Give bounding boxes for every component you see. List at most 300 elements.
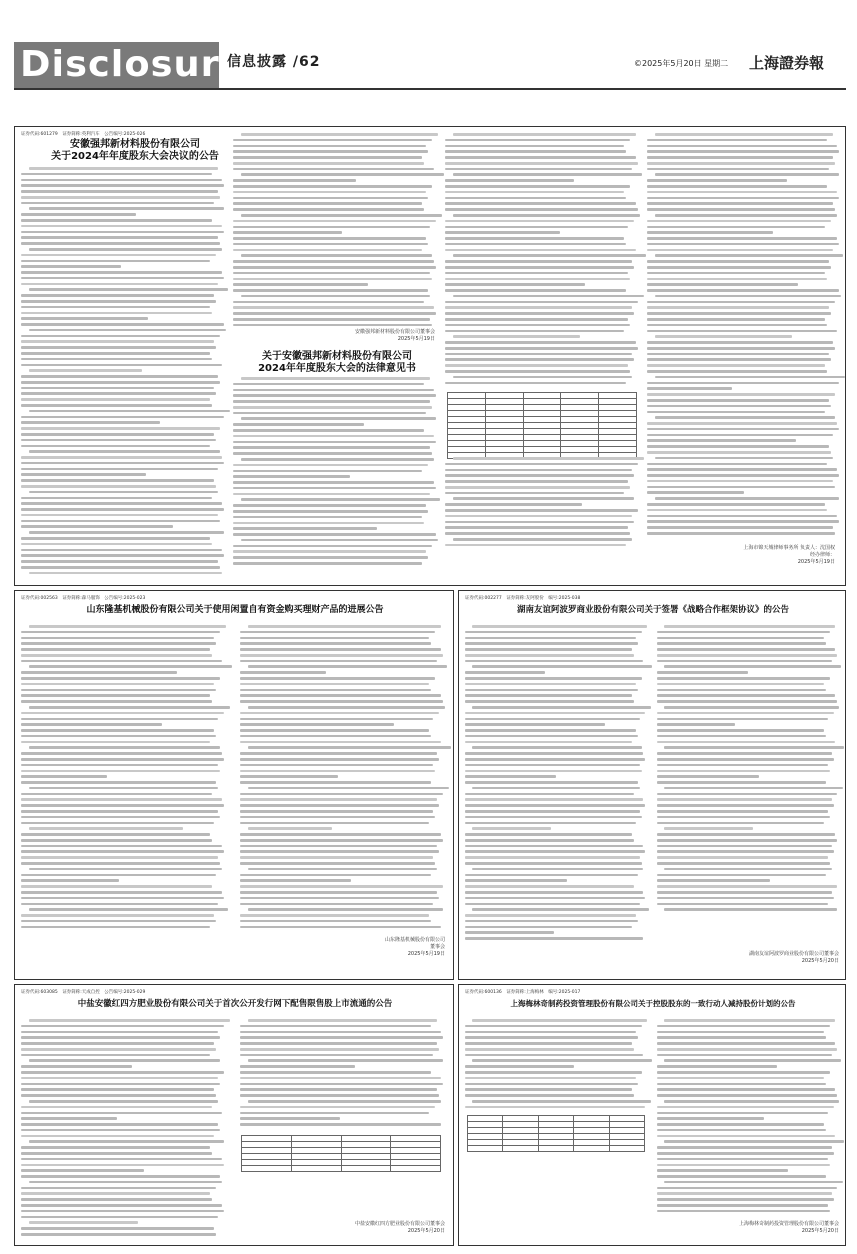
text-line bbox=[657, 1117, 764, 1120]
text-line bbox=[465, 874, 638, 877]
text-line bbox=[248, 827, 332, 830]
text-line bbox=[472, 625, 647, 628]
text-line bbox=[21, 445, 210, 448]
text-line bbox=[445, 249, 636, 252]
text-line bbox=[465, 712, 645, 715]
text-line bbox=[233, 249, 422, 252]
text-line bbox=[21, 816, 220, 819]
text-line bbox=[21, 404, 212, 407]
text-line bbox=[445, 463, 638, 466]
text-line bbox=[233, 475, 350, 478]
issue-date: ©2025年5月20日 星期二 bbox=[634, 59, 729, 68]
notice-panel-hongsifang bbox=[14, 984, 454, 1246]
text-line bbox=[445, 469, 632, 472]
text-line bbox=[465, 683, 636, 686]
text-line bbox=[240, 1106, 435, 1109]
text-line bbox=[664, 1181, 842, 1184]
text-line bbox=[657, 1094, 837, 1097]
text-line bbox=[21, 1031, 218, 1034]
text-line bbox=[21, 190, 218, 193]
text-line bbox=[465, 637, 636, 640]
text-line bbox=[241, 254, 432, 257]
text-line bbox=[465, 694, 632, 697]
title-line: 湖南友谊阿波罗商业股份有限公司关于签署《战略合作框架协议》的公告 bbox=[516, 605, 789, 615]
signature-line: 上海梅林奇制药投资管理股份有限公司董事会 bbox=[738, 1221, 839, 1227]
table-row bbox=[468, 1146, 645, 1152]
text-line bbox=[657, 822, 824, 825]
notice-body-col2 bbox=[240, 1019, 445, 1129]
text-line bbox=[445, 301, 638, 304]
text-line bbox=[465, 631, 642, 634]
text-line bbox=[21, 352, 210, 355]
text-line bbox=[233, 139, 432, 142]
text-line bbox=[240, 810, 433, 813]
text-line bbox=[647, 324, 827, 327]
text-line bbox=[647, 474, 839, 477]
text-line bbox=[233, 150, 428, 153]
text-line bbox=[240, 839, 443, 842]
text-line bbox=[21, 358, 212, 361]
text-line bbox=[21, 173, 212, 176]
signature-line: 董事会 bbox=[429, 944, 445, 950]
text-line bbox=[240, 683, 429, 686]
text-line bbox=[21, 225, 222, 228]
text-line bbox=[233, 260, 434, 263]
text-line bbox=[29, 868, 222, 871]
text-line bbox=[21, 260, 210, 263]
text-line bbox=[21, 822, 214, 825]
text-line bbox=[647, 249, 833, 252]
text-line bbox=[240, 1054, 433, 1057]
notice-body-col2 bbox=[240, 625, 445, 931]
text-line bbox=[21, 306, 210, 309]
text-line bbox=[445, 353, 632, 356]
text-line bbox=[233, 481, 434, 484]
text-line bbox=[241, 133, 438, 136]
text-line bbox=[465, 822, 636, 825]
text-line bbox=[21, 1210, 224, 1213]
text-line bbox=[647, 226, 825, 229]
notice-code: 证券代码:603085 证券简称:天成自控 公告编号:2025-029 bbox=[21, 990, 146, 995]
text-line bbox=[647, 382, 839, 385]
text-line bbox=[465, 1094, 634, 1097]
text-line bbox=[21, 1146, 210, 1149]
text-line bbox=[647, 289, 839, 292]
text-line bbox=[647, 231, 773, 234]
text-line bbox=[21, 845, 222, 848]
text-line bbox=[233, 510, 428, 513]
text-line bbox=[21, 1083, 220, 1086]
notice-title bbox=[469, 605, 837, 615]
share-table bbox=[241, 1135, 441, 1172]
text-line bbox=[657, 793, 837, 796]
text-line bbox=[21, 231, 224, 234]
text-line bbox=[240, 914, 429, 917]
text-line bbox=[465, 931, 554, 934]
holder-table bbox=[467, 1115, 645, 1152]
text-line bbox=[445, 185, 630, 188]
text-line bbox=[240, 752, 437, 755]
text-line bbox=[240, 1036, 443, 1039]
signature-line: 经办律师： bbox=[809, 552, 835, 558]
text-line bbox=[21, 219, 212, 222]
text-line bbox=[21, 508, 224, 511]
text-line bbox=[465, 648, 632, 651]
text-line bbox=[21, 479, 214, 482]
text-line bbox=[233, 389, 434, 392]
text-line bbox=[21, 729, 214, 732]
text-line bbox=[21, 671, 177, 674]
text-line bbox=[21, 648, 210, 651]
text-line bbox=[465, 677, 642, 680]
text-line bbox=[664, 746, 844, 749]
text-line bbox=[233, 394, 436, 397]
text-line bbox=[647, 491, 744, 494]
text-line bbox=[233, 556, 428, 559]
text-line bbox=[233, 406, 432, 409]
text-line bbox=[240, 770, 435, 773]
text-line bbox=[240, 1094, 439, 1097]
text-line bbox=[657, 810, 828, 813]
text-line bbox=[21, 712, 224, 715]
text-line bbox=[21, 317, 148, 320]
text-line bbox=[472, 706, 650, 709]
text-line bbox=[233, 470, 422, 473]
text-line bbox=[21, 804, 224, 807]
text-line bbox=[21, 543, 212, 546]
text-line bbox=[21, 735, 216, 738]
text-line bbox=[21, 485, 216, 488]
text-line bbox=[240, 822, 429, 825]
text-line bbox=[21, 439, 216, 442]
signature-line: 2025年5月20日 bbox=[407, 1228, 445, 1234]
text-line bbox=[647, 526, 833, 529]
text-line bbox=[657, 712, 834, 715]
text-line bbox=[240, 781, 431, 784]
text-line bbox=[240, 712, 439, 715]
text-line bbox=[647, 208, 835, 211]
text-line bbox=[233, 324, 432, 327]
text-line bbox=[657, 1065, 777, 1068]
text-line bbox=[29, 746, 220, 749]
text-line bbox=[647, 202, 833, 205]
text-line bbox=[445, 486, 630, 489]
text-line bbox=[21, 265, 121, 268]
text-line bbox=[445, 168, 632, 171]
text-line bbox=[21, 323, 224, 326]
text-line bbox=[657, 642, 826, 645]
text-line bbox=[240, 793, 443, 796]
text-line bbox=[233, 545, 432, 548]
text-line bbox=[657, 718, 828, 721]
text-line bbox=[21, 1192, 210, 1195]
text-line bbox=[241, 458, 434, 461]
notice-body-col2 bbox=[657, 625, 839, 914]
legal-opinion-title bbox=[237, 351, 437, 375]
text-line bbox=[655, 497, 839, 500]
text-line bbox=[657, 1083, 826, 1086]
text-line bbox=[21, 833, 210, 836]
notice-title bbox=[25, 999, 445, 1009]
text-line bbox=[21, 1112, 222, 1115]
notice-signature bbox=[679, 1221, 839, 1235]
legal-signature bbox=[715, 545, 835, 566]
text-line bbox=[21, 335, 220, 338]
text-line bbox=[647, 306, 829, 309]
text-line bbox=[29, 787, 218, 790]
text-line bbox=[240, 764, 433, 767]
text-line bbox=[657, 1123, 824, 1126]
text-line bbox=[657, 758, 834, 761]
text-line bbox=[21, 700, 212, 703]
text-line bbox=[21, 554, 224, 557]
text-line bbox=[233, 441, 436, 444]
text-line bbox=[21, 642, 216, 645]
signature-line: 2025年5月20日 bbox=[801, 1228, 839, 1234]
text-line bbox=[21, 723, 162, 726]
text-line bbox=[29, 207, 224, 210]
section-title: 信息披露 /62 bbox=[227, 54, 321, 70]
text-line bbox=[647, 515, 837, 518]
text-line bbox=[29, 1059, 220, 1062]
text-line bbox=[21, 549, 222, 552]
text-line bbox=[465, 810, 640, 813]
text-line bbox=[647, 411, 825, 414]
text-line bbox=[21, 1077, 218, 1080]
text-line bbox=[465, 1048, 634, 1051]
text-line bbox=[647, 272, 825, 275]
text-line bbox=[21, 416, 224, 419]
text-line bbox=[657, 1054, 832, 1057]
text-line bbox=[21, 1129, 220, 1132]
text-line bbox=[21, 392, 216, 395]
text-line bbox=[647, 162, 835, 165]
text-line bbox=[465, 1036, 638, 1039]
text-line bbox=[657, 1169, 788, 1172]
text-line bbox=[21, 1187, 216, 1190]
text-line bbox=[233, 383, 424, 386]
text-line bbox=[445, 503, 582, 506]
text-line bbox=[445, 156, 636, 159]
text-line bbox=[233, 429, 424, 432]
text-line bbox=[465, 856, 640, 859]
title-line: 2024年年度股东大会的法律意见书 bbox=[258, 363, 416, 374]
text-line bbox=[240, 1123, 441, 1126]
text-line bbox=[657, 1204, 828, 1207]
text-line bbox=[472, 868, 643, 871]
text-line bbox=[445, 318, 628, 321]
title-line: 关于安徽强邦新材料股份有限公司 bbox=[262, 351, 412, 362]
text-line bbox=[233, 318, 430, 321]
text-line bbox=[21, 874, 216, 877]
text-line bbox=[241, 214, 442, 217]
text-line bbox=[657, 1129, 826, 1132]
text-line bbox=[445, 283, 585, 286]
text-line bbox=[233, 185, 432, 188]
text-line bbox=[21, 1117, 117, 1120]
text-line bbox=[29, 908, 228, 911]
text-line bbox=[241, 539, 438, 542]
text-line bbox=[21, 277, 224, 280]
text-line bbox=[21, 1042, 214, 1045]
text-line bbox=[657, 1031, 824, 1034]
text-line bbox=[29, 1221, 138, 1224]
text-line bbox=[657, 770, 830, 773]
text-line bbox=[21, 381, 220, 384]
text-line bbox=[664, 827, 753, 830]
text-line bbox=[21, 764, 218, 767]
text-line bbox=[647, 532, 835, 535]
text-line bbox=[240, 1048, 439, 1051]
brand-wordmark: Disclosure bbox=[20, 44, 246, 85]
table-cell bbox=[503, 1146, 538, 1152]
text-line bbox=[240, 926, 441, 929]
text-line bbox=[21, 926, 210, 929]
text-line bbox=[657, 1112, 828, 1115]
text-line bbox=[647, 179, 787, 182]
text-line bbox=[465, 689, 638, 692]
text-line bbox=[21, 1169, 144, 1172]
text-line bbox=[240, 845, 437, 848]
text-line bbox=[647, 451, 831, 454]
text-line bbox=[29, 1140, 224, 1143]
text-line bbox=[657, 729, 824, 732]
text-line bbox=[445, 526, 628, 529]
text-line bbox=[21, 283, 218, 286]
text-line bbox=[21, 689, 216, 692]
text-line bbox=[647, 312, 831, 315]
text-line bbox=[657, 1071, 830, 1074]
text-line bbox=[647, 185, 827, 188]
text-line bbox=[21, 810, 218, 813]
text-line bbox=[664, 1100, 839, 1103]
text-line bbox=[647, 237, 837, 240]
notice-body-col1 bbox=[21, 1019, 226, 1239]
text-line bbox=[29, 288, 228, 291]
notice-body-col4 bbox=[647, 133, 841, 538]
text-line bbox=[233, 452, 432, 455]
signature-line: 2025年5月19日 bbox=[407, 951, 445, 957]
text-line bbox=[248, 1100, 441, 1103]
text-line bbox=[664, 706, 839, 709]
text-line bbox=[233, 231, 342, 234]
text-line bbox=[657, 1135, 835, 1138]
text-line bbox=[465, 723, 605, 726]
text-line bbox=[248, 1059, 443, 1062]
text-line bbox=[657, 648, 835, 651]
masthead-divider bbox=[14, 88, 846, 90]
text-line bbox=[21, 1065, 132, 1068]
text-line bbox=[21, 1071, 224, 1074]
notice-title bbox=[35, 139, 235, 163]
notice-code: 证券代码:601279 证券简称:英利汽车 公告编号:2025-026 bbox=[21, 132, 146, 137]
text-line bbox=[21, 300, 216, 303]
text-line bbox=[465, 1088, 632, 1091]
text-line bbox=[240, 1088, 437, 1091]
text-line bbox=[21, 179, 222, 182]
text-line bbox=[657, 1146, 832, 1149]
text-line bbox=[657, 1048, 837, 1051]
notice-code: 证券代码:600136 证券简称:上海梅林 编号:2025-017 bbox=[465, 990, 581, 995]
text-line bbox=[21, 387, 214, 390]
text-line bbox=[21, 850, 224, 853]
notice-signature bbox=[689, 951, 839, 965]
text-line bbox=[233, 243, 428, 246]
text-line bbox=[233, 400, 430, 403]
text-line bbox=[21, 862, 220, 865]
text-line bbox=[465, 804, 645, 807]
text-line bbox=[21, 775, 107, 778]
text-line bbox=[647, 347, 835, 350]
text-line bbox=[240, 631, 435, 634]
notice-body-col2 bbox=[233, 133, 438, 330]
text-line bbox=[657, 804, 834, 807]
text-line bbox=[248, 706, 445, 709]
text-line bbox=[445, 341, 636, 344]
text-line bbox=[241, 377, 430, 380]
text-line bbox=[465, 926, 632, 929]
signature-line: 2025年5月20日 bbox=[801, 958, 839, 964]
text-line bbox=[655, 133, 833, 136]
text-line bbox=[657, 1187, 837, 1190]
text-line bbox=[465, 1077, 636, 1080]
table-cell bbox=[538, 1146, 573, 1152]
text-line bbox=[657, 1210, 830, 1213]
text-line bbox=[647, 503, 825, 506]
text-line bbox=[21, 271, 222, 274]
text-line bbox=[657, 1025, 830, 1028]
table-cell bbox=[242, 1166, 292, 1172]
text-line bbox=[240, 677, 435, 680]
text-line bbox=[445, 202, 636, 205]
text-line bbox=[29, 491, 218, 494]
text-line bbox=[657, 897, 834, 900]
table-cell bbox=[574, 1146, 609, 1152]
text-line bbox=[233, 278, 432, 281]
text-line bbox=[657, 764, 828, 767]
text-line bbox=[445, 544, 626, 547]
text-line bbox=[21, 839, 212, 842]
text-line bbox=[445, 492, 624, 495]
text-line bbox=[233, 208, 424, 211]
text-line bbox=[453, 295, 644, 298]
text-line bbox=[657, 845, 832, 848]
text-line bbox=[647, 422, 837, 425]
text-line bbox=[21, 456, 222, 459]
text-line bbox=[657, 1106, 834, 1109]
text-line bbox=[21, 213, 136, 216]
text-line bbox=[472, 908, 649, 911]
table-cell bbox=[391, 1166, 441, 1172]
text-line bbox=[647, 434, 833, 437]
text-line bbox=[647, 399, 829, 402]
text-line bbox=[465, 845, 643, 848]
text-line bbox=[657, 752, 832, 755]
text-line bbox=[241, 173, 444, 176]
text-line bbox=[21, 184, 224, 187]
notice-signature bbox=[315, 329, 435, 343]
text-line bbox=[657, 1164, 830, 1167]
text-line bbox=[21, 879, 119, 882]
text-line bbox=[465, 897, 645, 900]
text-line bbox=[657, 1198, 834, 1201]
text-line bbox=[240, 735, 431, 738]
text-line bbox=[21, 798, 222, 801]
text-line bbox=[240, 723, 394, 726]
text-line bbox=[655, 457, 833, 460]
text-line bbox=[657, 891, 832, 894]
text-line bbox=[240, 637, 429, 640]
